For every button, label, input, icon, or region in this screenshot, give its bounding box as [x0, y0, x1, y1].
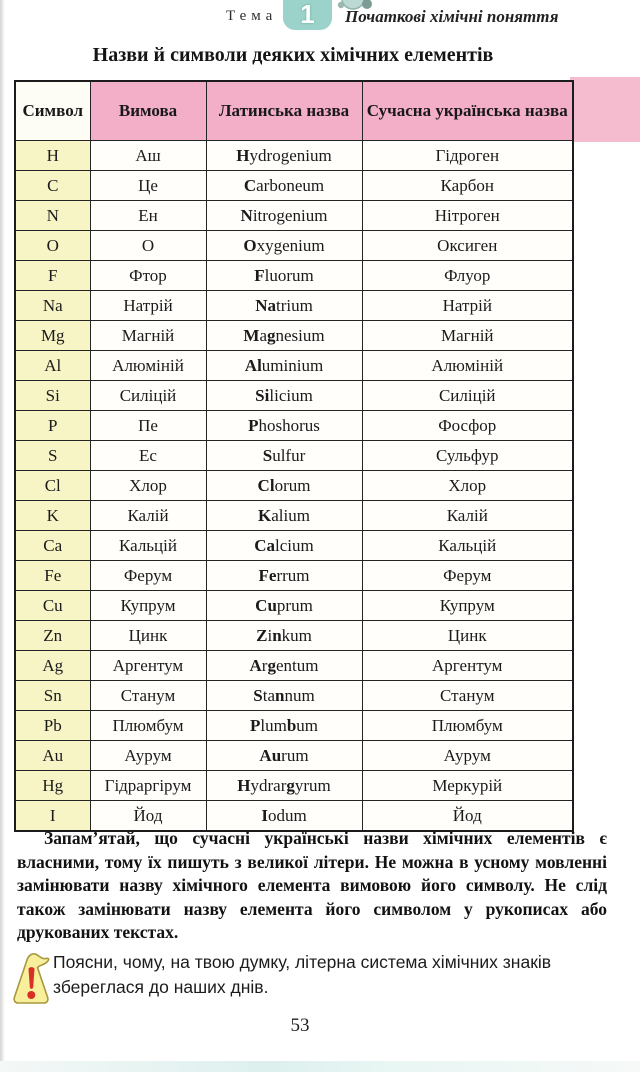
- latin-name-cell: Ferrum: [206, 561, 362, 591]
- symbol-cell: Cu: [15, 591, 90, 621]
- ukrainian-name-cell: Йод: [362, 801, 573, 832]
- pronunciation-cell: Аш: [90, 141, 206, 171]
- ukrainian-name-cell: Аурум: [362, 741, 573, 771]
- symbol-cell: S: [15, 441, 90, 471]
- pronunciation-cell: Калій: [90, 501, 206, 531]
- pronunciation-cell: Аргентум: [90, 651, 206, 681]
- pronunciation-cell: Гідраргірум: [90, 771, 206, 801]
- symbol-cell: Si: [15, 381, 90, 411]
- latin-name-cell: Clorum: [206, 471, 362, 501]
- symbol-cell: Fe: [15, 561, 90, 591]
- element-table-body: [15, 141, 573, 832]
- table-row: [15, 561, 573, 591]
- latin-name-cell: Kalium: [206, 501, 362, 531]
- pronunciation-cell: Пе: [90, 411, 206, 441]
- theme-title: Початкові хімічні поняття: [345, 7, 559, 26]
- scan-pink-bleed: [570, 77, 640, 142]
- ukrainian-name-cell: Фосфор: [362, 411, 573, 441]
- symbol-cell: K: [15, 501, 90, 531]
- ukrainian-name-cell: Ферум: [362, 561, 573, 591]
- pronunciation-cell: Аурум: [90, 741, 206, 771]
- pronunciation-cell: Йод: [90, 801, 206, 832]
- symbol-cell: Mg: [15, 321, 90, 351]
- symbol-cell: P: [15, 411, 90, 441]
- symbol-cell: F: [15, 261, 90, 291]
- pronunciation-cell: О: [90, 231, 206, 261]
- symbol-cell: Zn: [15, 621, 90, 651]
- ukrainian-name-cell: Нітроген: [362, 201, 573, 231]
- table-row: [15, 201, 573, 231]
- symbol-cell: Cl: [15, 471, 90, 501]
- symbol-cell: Na: [15, 291, 90, 321]
- col-header-latin: Латинська назва: [206, 81, 362, 141]
- latin-name-cell: Argentum: [206, 651, 362, 681]
- latin-name-cell: Zinkum: [206, 621, 362, 651]
- symbol-cell: H: [15, 141, 90, 171]
- symbol-cell: Al: [15, 351, 90, 381]
- latin-name-cell: Phoshorus: [206, 411, 362, 441]
- table-row: [15, 591, 573, 621]
- pronunciation-cell: Ен: [90, 201, 206, 231]
- latin-name-cell: Sulfur: [206, 441, 362, 471]
- table-row: [15, 651, 573, 681]
- table-row: [15, 351, 573, 381]
- table-row: [15, 771, 573, 801]
- ukrainian-name-cell: Магній: [362, 321, 573, 351]
- table-row: [15, 621, 573, 651]
- latin-name-cell: Aluminium: [206, 351, 362, 381]
- latin-name-cell: Stannum: [206, 681, 362, 711]
- col-header-symbol: Символ: [15, 81, 90, 141]
- latin-name-cell: Silicium: [206, 381, 362, 411]
- latin-name-cell: Magnesium: [206, 321, 362, 351]
- latin-name-cell: Natrium: [206, 291, 362, 321]
- pronunciation-cell: Плюмбум: [90, 711, 206, 741]
- pronunciation-cell: Хлор: [90, 471, 206, 501]
- pronunciation-cell: Цинк: [90, 621, 206, 651]
- table-row: [15, 741, 573, 771]
- symbol-cell: Ca: [15, 531, 90, 561]
- symbol-cell: C: [15, 171, 90, 201]
- table-row: [15, 441, 573, 471]
- table-row: [15, 141, 573, 171]
- ukrainian-name-cell: Купрум: [362, 591, 573, 621]
- ukrainian-name-cell: Меркурій: [362, 771, 573, 801]
- symbol-cell: N: [15, 201, 90, 231]
- pronunciation-cell: Ферум: [90, 561, 206, 591]
- table-row: [15, 681, 573, 711]
- table-row: [15, 531, 573, 561]
- theme-number-badge: [283, 0, 332, 30]
- symbol-cell: Au: [15, 741, 90, 771]
- symbol-cell: I: [15, 801, 90, 832]
- latin-name-cell: Oxygenium: [206, 231, 362, 261]
- theme-label: Тема: [226, 8, 278, 24]
- pronunciation-cell: Натрій: [90, 291, 206, 321]
- latin-name-cell: Cuprum: [206, 591, 362, 621]
- symbol-cell: Ag: [15, 651, 90, 681]
- pronunciation-cell: Силіцій: [90, 381, 206, 411]
- ukrainian-name-cell: Флуор: [362, 261, 573, 291]
- latin-name-cell: Iodum: [206, 801, 362, 832]
- latin-name-cell: Calcium: [206, 531, 362, 561]
- theme-number: 1: [300, 0, 315, 29]
- col-header-ukrainian: Сучасна українська назва: [362, 81, 573, 141]
- scan-bottom-strip: [0, 1061, 640, 1072]
- ukrainian-name-cell: Калій: [362, 501, 573, 531]
- table-row: [15, 711, 573, 741]
- scan-edge-shadow: [0, 0, 5, 1072]
- ukrainian-name-cell: Хлор: [362, 471, 573, 501]
- ukrainian-name-cell: Аргентум: [362, 651, 573, 681]
- page-number: 53: [290, 1015, 310, 1036]
- symbol-cell: Hg: [15, 771, 90, 801]
- ukrainian-name-cell: Цинк: [362, 621, 573, 651]
- pronunciation-cell: Ес: [90, 441, 206, 471]
- symbol-cell: Pb: [15, 711, 90, 741]
- latin-name-cell: Hydrargyrum: [206, 771, 362, 801]
- warning-triangle-icon: [10, 949, 52, 1007]
- ukrainian-name-cell: Гідроген: [362, 141, 573, 171]
- pronunciation-cell: Кальцій: [90, 531, 206, 561]
- question-text: Поясни, чому, на твою думку, літерна система хімічних знаків збереглася до наших днів.: [53, 952, 552, 997]
- ukrainian-name-cell: Плюмбум: [362, 711, 573, 741]
- col-header-pronunciation: Вимова: [90, 81, 206, 141]
- elements-table: [14, 80, 574, 832]
- pronunciation-cell: Магній: [90, 321, 206, 351]
- ukrainian-name-cell: Станум: [362, 681, 573, 711]
- latin-name-cell: Carboneum: [206, 171, 362, 201]
- ukrainian-name-cell: Сульфур: [362, 441, 573, 471]
- memo-paragraph: Запам’ятай, що сучасні українські назви хімічних елементів є власними, тому їх пишуть з великої літери. Не можна в усному мовленні замінювати назву хімічного елемента вимовою його символу. Не слід також замінювати назву елемента його символом у рукописах або друкованих текстах.: [17, 828, 607, 942]
- pronunciation-cell: Фтор: [90, 261, 206, 291]
- table-row: [15, 261, 573, 291]
- ukrainian-name-cell: Оксиген: [362, 231, 573, 261]
- table-row: [15, 411, 573, 441]
- table-row: [15, 231, 573, 261]
- table-header: [15, 81, 573, 141]
- latin-name-cell: Nitrogenium: [206, 201, 362, 231]
- pronunciation-cell: Це: [90, 171, 206, 201]
- ukrainian-name-cell: Силіцій: [362, 381, 573, 411]
- latin-name-cell: Hydrogenium: [206, 141, 362, 171]
- table-row: [15, 501, 573, 531]
- table-row: [15, 291, 573, 321]
- pronunciation-cell: Купрум: [90, 591, 206, 621]
- symbol-cell: Sn: [15, 681, 90, 711]
- latin-name-cell: Fluorum: [206, 261, 362, 291]
- symbol-cell: O: [15, 231, 90, 261]
- latin-name-cell: Plumbum: [206, 711, 362, 741]
- table-row: [15, 471, 573, 501]
- latin-name-cell: Aurum: [206, 741, 362, 771]
- table-row: [15, 321, 573, 351]
- table-row: [15, 171, 573, 201]
- table-title: Назви й символи деяких хімічних елементів: [92, 44, 494, 66]
- ukrainian-name-cell: Натрій: [362, 291, 573, 321]
- ukrainian-name-cell: Кальцій: [362, 531, 573, 561]
- ukrainian-name-cell: Карбон: [362, 171, 573, 201]
- table-row: [15, 381, 573, 411]
- pronunciation-cell: Станум: [90, 681, 206, 711]
- header-row: [15, 81, 573, 141]
- ukrainian-name-cell: Алюміній: [362, 351, 573, 381]
- pronunciation-cell: Алюміній: [90, 351, 206, 381]
